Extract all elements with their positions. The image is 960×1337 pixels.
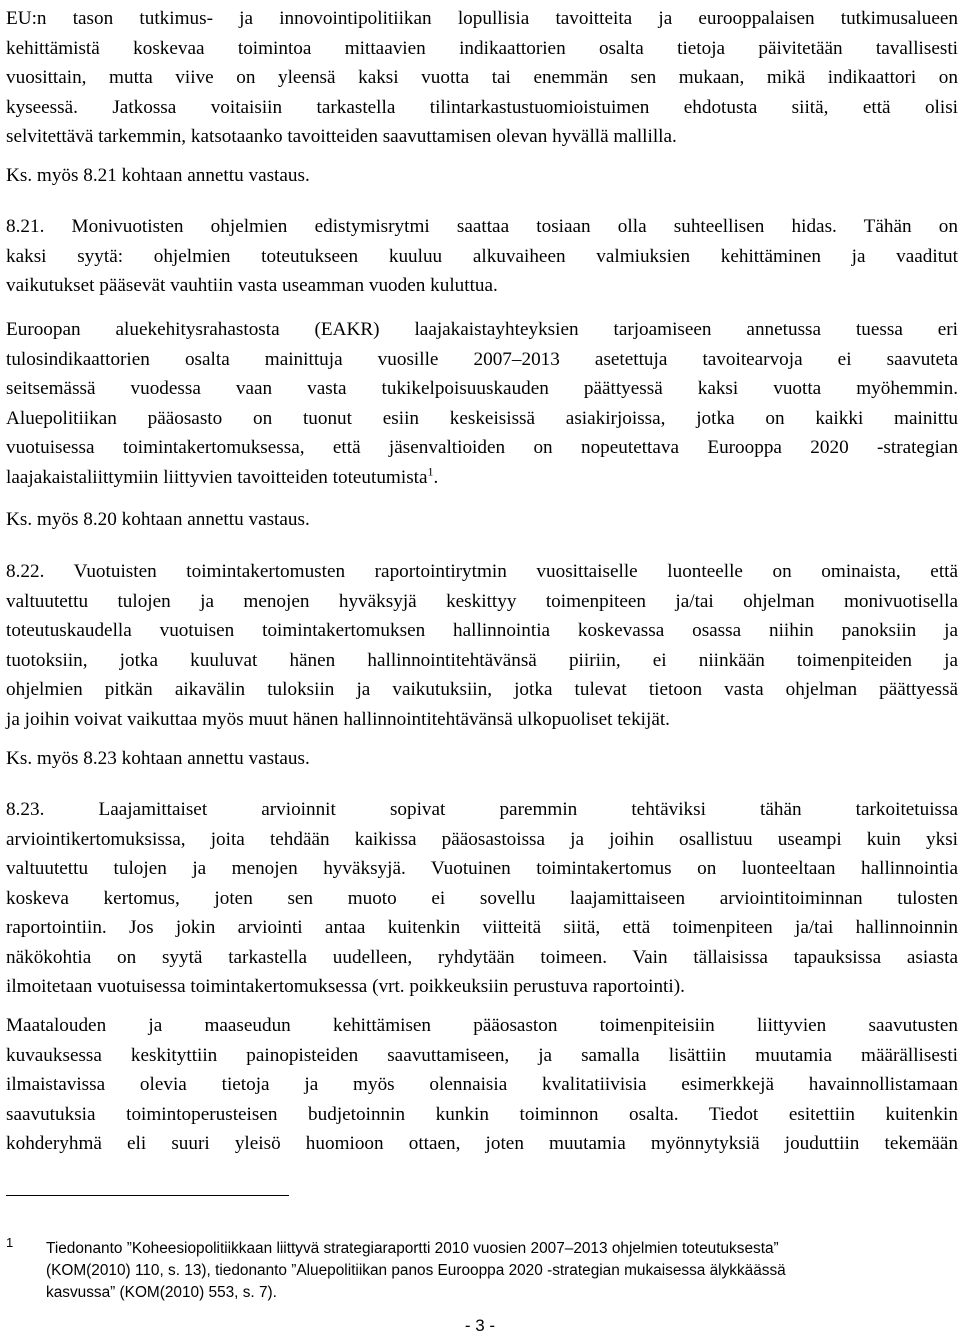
footnote-mark: 1 — [6, 1235, 14, 1250]
text-line: valtuutettu tulojen ja menojen hyväksyjä keskittyy toimenpiteen ja/tai ohjelman monivuotisella — [6, 590, 958, 612]
page-number: - 3 - — [464, 1316, 496, 1335]
sentence-end: . — [433, 466, 439, 488]
text-line: selvitettävä tarkemmin, katsotaanko tavoitteiden saavuttamisen olevan hyvällä mallilla. — [6, 126, 677, 147]
text-line: tulosindikaattorien osalta mainittuja vuosille 2007–2013 asetettuja tavoitearvoja ei saavuteta — [6, 348, 958, 370]
text-line: kyseessä. Jatkossa voitaisiin tarkastella tilintarkastustuomioistuimen ehdotusta siitä, että olisi — [6, 96, 958, 118]
text-line: kohderyhmä eli suuri yleisö huomioon ottaen, joten muutamia myönnytyksiä jouduttiin tekemään — [6, 1133, 958, 1154]
text-line: vaikutukset pääsevät vauhtiin vasta useamman vuoden kuluttua. — [6, 275, 498, 296]
text-line: vuosittain, mutta viive on yleensä kaksi vuotta tai enemmän sen mukaan, mikä indikaattori on — [6, 67, 958, 88]
text-line: ilmoitetaan vuotuisessa toimintakertomuksessa (vrt. poikkeuksiin perustuva raportointi). — [6, 976, 685, 997]
text-line: seitsemässä vuodessa vaan vasta tukikelpoisuuskauden päättyessä kaksi vuotta myöhemmin. — [6, 378, 958, 399]
text-line: kaksi syytä: ohjelmien toteutukseen kuuluu alkuvaiheen valmiuksien kehittäminen ja vaaditut — [6, 245, 958, 267]
text-line: saavutuksia toimintoperusteisen budjetoinnin kunkin toiminnon osalta. Tiedot esitettiin kuitenkin — [6, 1103, 958, 1125]
footnote-separator — [6, 1195, 289, 1196]
text-line: arviointikertomuksissa, joita tehdään kaikissa pääosastoissa ja joihin osallistuu useampi kuin yksi — [6, 828, 958, 850]
text-line-with-footnote — [6, 463, 958, 493]
paragraph-eakr — [6, 315, 958, 492]
see-also-8-20 — [6, 505, 958, 535]
text-line: Ks. myös 8.20 kohtaan annettu vastaus. — [6, 509, 310, 530]
text-line: kehittämistä koskevaa toimintoa mittaavien indikaattorien osalta tietoja päivitetään tavallisesti — [6, 37, 958, 59]
see-also-8-23 — [6, 744, 958, 774]
text-line: koskeva kertomus, joten sen muoto ei sovellu laajamittaiseen arviointitoiminnan tulosten — [6, 887, 958, 909]
paragraph-8-23 — [6, 795, 958, 1002]
text-line: toteutuskaudella vuotuisen toimintakertomuksen hallinnointia koskevassa osassa niihin panoksiin ja — [6, 620, 958, 641]
text-line: EU:n tason tutkimus- ja innovointipolitiikan lopullisia tavoitteita ja eurooppalaisen tutkimusalueen — [6, 8, 958, 29]
text-line: näkökohtia on syytä tarkastella uudelleen, ryhdytään toimeen. Vain tällaisissa tapauksissa asiasta — [6, 946, 958, 968]
paragraph-8-22 — [6, 557, 958, 734]
text-line: Euroopan aluekehitysrahastosta (EAKR) laajakaistayhteyksien tarjoamiseen annetussa tuessa eri — [6, 319, 958, 340]
paragraph-maatalous — [6, 1011, 958, 1159]
footnote-ref[interactable]: 1 — [427, 464, 434, 479]
text-line: ja joihin voivat vaikuttaa myös muut hänen hallinnointitehtävänsä ulkopuoliset tekijät. — [6, 708, 670, 730]
text-line: 8.23. Laajamittaiset arvioinnit sopivat paremmin tehtäviksi tähän tarkoitetuissa — [6, 799, 958, 820]
footnote-body — [46, 1238, 946, 1304]
text-line: ohjelmien pitkän aikavälin tuloksiin ja vaikutuksiin, jotka tulevat tietoon vasta ohjelman päättyessä — [6, 679, 958, 700]
text-line: tuotoksiin, jotka kuuluvat hänen hallinnointitehtävänsä piiriin, ei niinkään toimenpiteiden ja — [6, 649, 958, 671]
see-also-8-21 — [6, 161, 958, 191]
text-line: valtuutettu tulojen ja menojen hyväksyjä. Vuotuinen toimintakertomus on luonteeltaan hallinnointia — [6, 858, 958, 879]
text-line: 8.21. Monivuotisten ohjelmien edistymisrytmi saattaa tosiaan olla suhteellisen hidas. Tähän on — [6, 216, 958, 237]
paragraph-8-21 — [6, 212, 958, 301]
text-line: 8.22. Vuotuisten toimintakertomusten raportointirytmin vuosittaiselle luonteelle on ominaista, että — [6, 561, 958, 582]
text-line: vuotuisessa toimintakertomuksessa, että jäsenvaltioiden on nopeutettava Eurooppa 2020 -strategian — [6, 437, 958, 458]
text-line: kuvauksessa keskityttiin painopisteiden saavuttamiseen, ja samalla lisättiin muutamia määrällisesti — [6, 1044, 958, 1066]
text-line: ilmaistavissa olevia tietoja ja myös olennaisia kvalitatiivisia esimerkkejä havainnollistamaan — [6, 1074, 958, 1095]
footnote-line: kasvussa” (KOM(2010) 553, s. 7). — [46, 1284, 277, 1301]
footnote-line: Tiedonanto ”Koheesiopolitiikkaan liittyvä strategiaraportti 2010 vuosien 2007–2013 ohjelmien toteutuksesta” — [46, 1240, 779, 1257]
text-line: Maatalouden ja maaseudun kehittämisen pääosaston toimenpiteisiin liittyvien saavutusten — [6, 1015, 958, 1036]
text-line: Ks. myös 8.21 kohtaan annettu vastaus. — [6, 165, 310, 186]
text-line: laajakaistaliittymiin liittyvien tavoitteiden toteutumista — [6, 466, 428, 488]
text-line: Ks. myös 8.23 kohtaan annettu vastaus. — [6, 748, 310, 769]
text-line: raportointiin. Jos jokin arviointi antaa kuitenkin viitteitä siitä, että toimenpiteen ja/tai hallinnoinnin — [6, 917, 958, 938]
paragraph-intro — [6, 4, 958, 152]
text-line: Aluepolitiikan pääosasto on tuonut esiin keskeisissä asiakirjoissa, jotka on kaikki mainittu — [6, 407, 958, 429]
footnote-line: (KOM(2010) 110, s. 13), tiedonanto ”Aluepolitiikan panos Eurooppa 2020 -strategian mukaisessa älykkäässä — [46, 1262, 786, 1279]
